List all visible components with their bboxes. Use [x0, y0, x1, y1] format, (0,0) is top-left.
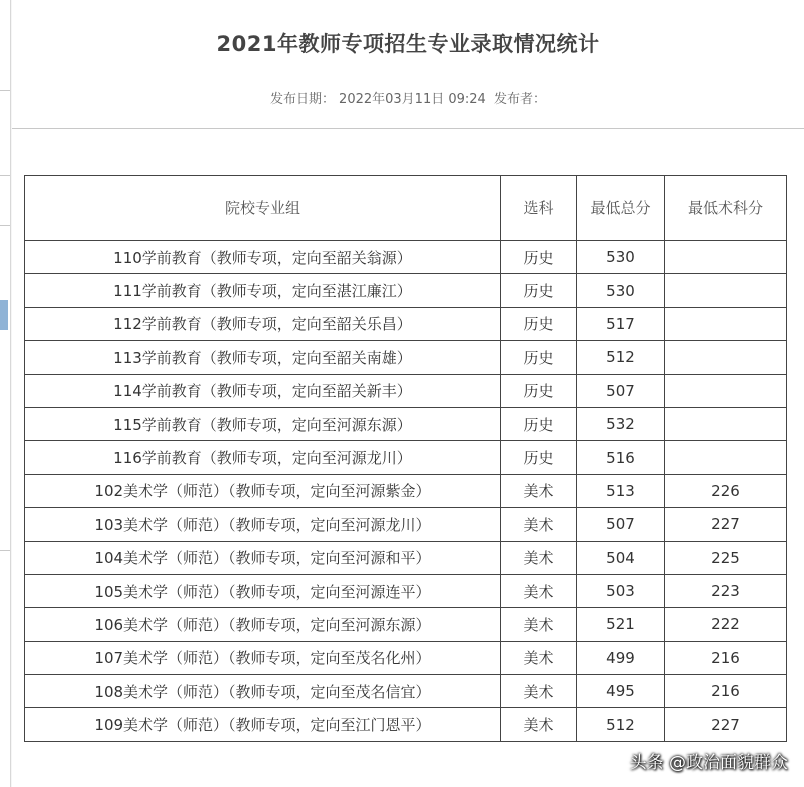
cell-min-total: 512 — [577, 708, 665, 741]
table-row — [25, 641, 787, 674]
cell-major-group: 111学前教育（教师专项，定向至湛江廉江） — [25, 274, 501, 307]
cell-min-total: 503 — [577, 574, 665, 607]
table-row — [25, 241, 787, 274]
cell-major-group: 107美术学（师范）（教师专项，定向至茂名化州） — [25, 641, 501, 674]
cell-subject: 美术 — [501, 574, 577, 607]
author-label: 发布者： — [493, 92, 546, 107]
table-header-row — [25, 176, 787, 241]
cell-min-total: 504 — [577, 541, 665, 574]
cell-min-art: 227 — [665, 508, 787, 541]
cell-min-art: 225 — [665, 541, 787, 574]
cell-major-group: 115学前教育（教师专项，定向至河源东源） — [25, 407, 501, 440]
table-row — [25, 474, 787, 507]
left-edge-strip — [0, 0, 11, 787]
cell-subject: 历史 — [501, 407, 577, 440]
cell-subject: 美术 — [501, 541, 577, 574]
admission-table — [24, 175, 787, 742]
cell-min-total: 516 — [577, 441, 665, 474]
cell-subject: 美术 — [501, 608, 577, 641]
cell-subject: 历史 — [501, 374, 577, 407]
cell-min-total: 521 — [577, 608, 665, 641]
cell-subject: 历史 — [501, 307, 577, 340]
table-row — [25, 574, 787, 607]
cell-major-group: 109美术学（师范）（教师专项，定向至江门恩平） — [25, 708, 501, 741]
header-min-total: 最低总分 — [577, 176, 665, 241]
cell-major-group: 102美术学（师范）（教师专项，定向至河源紫金） — [25, 474, 501, 507]
cell-min-art: 226 — [665, 474, 787, 507]
table-row — [25, 708, 787, 741]
cell-min-art — [665, 307, 787, 340]
header-major-group: 院校专业组 — [25, 176, 501, 241]
cell-major-group: 116学前教育（教师专项，定向至河源龙川） — [25, 441, 501, 474]
cell-min-total: 517 — [577, 307, 665, 340]
cell-subject: 美术 — [501, 641, 577, 674]
cell-major-group: 104美术学（师范）（教师专项，定向至河源和平） — [25, 541, 501, 574]
cell-major-group: 110学前教育（教师专项，定向至韶关翁源） — [25, 241, 501, 274]
cell-min-art — [665, 374, 787, 407]
cell-subject: 美术 — [501, 675, 577, 708]
cell-min-total: 512 — [577, 341, 665, 374]
cell-min-art: 216 — [665, 675, 787, 708]
cell-min-art — [665, 341, 787, 374]
cell-min-art: 216 — [665, 641, 787, 674]
header-divider — [12, 128, 804, 129]
cell-min-art — [665, 407, 787, 440]
cell-min-total: 530 — [577, 241, 665, 274]
cell-major-group: 114学前教育（教师专项，定向至韶关新丰） — [25, 374, 501, 407]
table-row — [25, 407, 787, 440]
cell-subject: 美术 — [501, 474, 577, 507]
table-row — [25, 307, 787, 340]
publish-date-value: 2022年03月11日 09:24 — [339, 92, 486, 107]
cell-min-total: 532 — [577, 407, 665, 440]
table-row — [25, 274, 787, 307]
cell-min-art — [665, 274, 787, 307]
edge-divider — [0, 225, 10, 226]
edge-highlight — [0, 300, 8, 330]
cell-min-art: 222 — [665, 608, 787, 641]
edge-divider — [0, 90, 10, 91]
cell-min-art — [665, 241, 787, 274]
table-row — [25, 541, 787, 574]
cell-min-total: 530 — [577, 274, 665, 307]
table-row — [25, 341, 787, 374]
page-title: 2021年教师专项招生专业录取情况统计 — [216, 32, 600, 56]
cell-subject: 历史 — [501, 274, 577, 307]
cell-major-group: 103美术学（师范）（教师专项，定向至河源龙川） — [25, 508, 501, 541]
watermark: 头条 @政治面貌群众 — [629, 753, 788, 773]
cell-subject: 历史 — [501, 441, 577, 474]
cell-major-group: 113学前教育（教师专项，定向至韶关南雄） — [25, 341, 501, 374]
table-row — [25, 608, 787, 641]
cell-subject: 历史 — [501, 241, 577, 274]
cell-min-art — [665, 441, 787, 474]
cell-min-total: 499 — [577, 641, 665, 674]
publish-meta — [12, 88, 804, 107]
cell-major-group: 112学前教育（教师专项，定向至韶关乐昌） — [25, 307, 501, 340]
header-min-art: 最低术科分 — [665, 176, 787, 241]
cell-min-total: 513 — [577, 474, 665, 507]
table-row — [25, 675, 787, 708]
cell-subject: 美术 — [501, 708, 577, 741]
table-row — [25, 508, 787, 541]
cell-min-total: 507 — [577, 508, 665, 541]
cell-min-art: 223 — [665, 574, 787, 607]
edge-divider — [0, 175, 10, 176]
cell-min-total: 507 — [577, 374, 665, 407]
cell-major-group: 108美术学（师范）（教师专项，定向至茂名信宜） — [25, 675, 501, 708]
cell-major-group: 105美术学（师范）（教师专项，定向至河源连平） — [25, 574, 501, 607]
cell-min-total: 495 — [577, 675, 665, 708]
publish-date-label: 发布日期： — [270, 92, 336, 107]
cell-subject: 历史 — [501, 341, 577, 374]
cell-major-group: 106美术学（师范）（教师专项，定向至河源东源） — [25, 608, 501, 641]
edge-divider — [0, 550, 10, 551]
article-page — [12, 0, 804, 787]
cell-subject: 美术 — [501, 508, 577, 541]
header-subject: 选科 — [501, 176, 577, 241]
table-row — [25, 374, 787, 407]
table-row — [25, 441, 787, 474]
cell-min-art: 227 — [665, 708, 787, 741]
